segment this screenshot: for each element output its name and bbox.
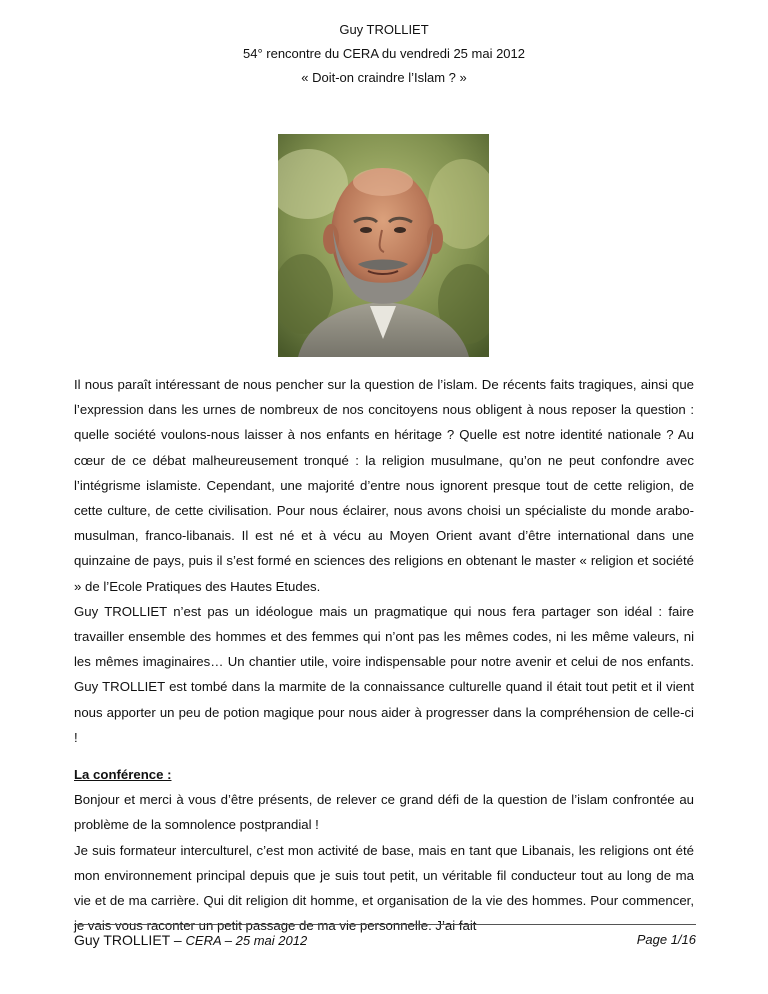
- event-line: 54° rencontre du CERA du vendredi 25 mai 2012: [243, 46, 525, 61]
- footer-left: [74, 928, 307, 953]
- footer-sep: –: [169, 932, 186, 948]
- intro-paragraph-2: Guy TROLLIET n’est pas un idéologue mais un pragmatique qui nous fera partager son idéal : faire travailler ensemble des hommes et des femmes qui n’ont pas les mêmes codes, ni les même valeurs, ni les mêmes imaginaires… Un chantier utile, voire indispensable pour notre avenir et celui de nos enfants. Guy TROLLIET est tombé dans la marmite de la connaissance culturelle quand il était tout petit et il vient nous apporter un peu de potion magique pour nous aider à progresser dans la compréhension de celle-ci !: [74, 603, 694, 745]
- page-footer: [74, 928, 696, 952]
- section-heading: La conférence :: [74, 767, 172, 783]
- intro-paragraph: Il nous paraît intéressant de nous pencher sur la question de l’islam. De récents faits tragiques, ainsi que l’expression dans les urnes de nombreux de nos concitoyens nous obligent à nous reposer la question : quelle société voulons-nous laisser à nos enfants en héritage ? Quelle est notre identité nationale ? Au cœur de ce débat malheureusement tronqué : la religion musulmane, qu’on ne peut confondre avec l’intégrisme islamiste. Cependant, une majorité d’entre nous ignorent presque tout de cette religion, de cette culture, de cette civilisation. Pour nous éclairer, nous avons choisi un spécialiste du monde arabo-musulman, franco-libanais. Il est né et à vécu au Moyen Orient avant d’être international dans une quinzaine de pays, puis il s’est formé en sciences des religions en obtenant le master « religion et société » de l’Ecole Pratiques des Hautes Etudes.: [74, 377, 694, 594]
- article-body: [74, 372, 694, 938]
- footer-event: CERA – 25 mai 2012: [185, 933, 308, 948]
- conference-paragraph-1: Bonjour et merci à vous d’être présents, de relever ce grand défi de la question de l’islam confrontée au problème de la somnolence postprandial !: [74, 792, 694, 833]
- author-name: Guy TROLLIET: [339, 22, 429, 37]
- page-number: Page 1/16: [636, 932, 696, 947]
- footer-name: Guy TROLLIET: [74, 932, 170, 948]
- conference-paragraph-2: Je suis formateur interculturel, c’est mon activité de base, mais en tant que Libanais, les religions ont été mon environnement principal depuis que je suis tout petit, un véritable fil conducteur tout au long de ma vie et de ma carrière. Qui dit religion dit homme, et organisation de la vie des hommes. Pour commencer, je vais vous raconter un petit passage de ma vie personnelle. J’ai fait: [74, 842, 694, 934]
- footer-divider: [74, 924, 696, 925]
- topic-line: « Doit-on craindre l’Islam ? »: [301, 70, 467, 85]
- speaker-portrait: [278, 134, 489, 357]
- document-header: [0, 18, 768, 90]
